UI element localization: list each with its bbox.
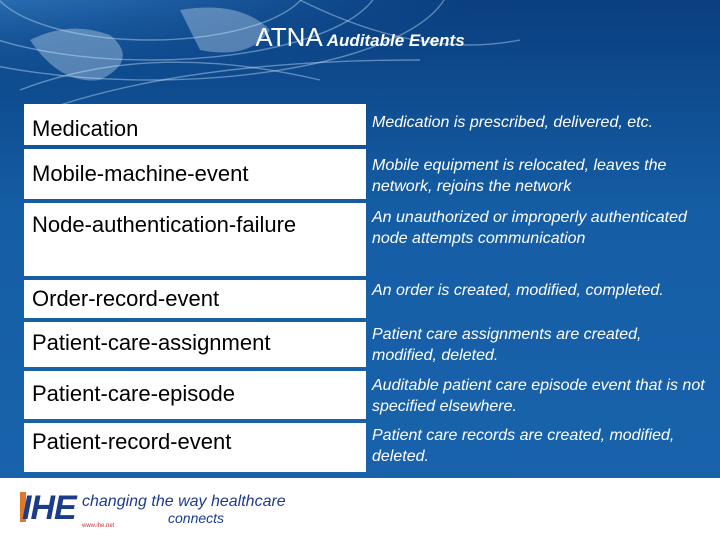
event-name-cell bbox=[24, 371, 366, 419]
table-row bbox=[24, 280, 708, 318]
title-sub: Auditable Events bbox=[326, 31, 465, 50]
event-name: Patient-record-event bbox=[32, 429, 232, 454]
logo-tagline-connects: connects bbox=[168, 510, 225, 526]
table-row bbox=[24, 104, 708, 145]
event-name: Patient-care-assignment bbox=[32, 330, 271, 355]
events-table bbox=[24, 104, 708, 472]
globe-graphic bbox=[0, 0, 720, 110]
event-name-cell bbox=[24, 280, 366, 318]
logo-tagline: changing the way healthcare bbox=[82, 493, 286, 510]
table-row bbox=[24, 371, 708, 419]
logo-url: www.ihe.net bbox=[82, 523, 115, 529]
table-row bbox=[24, 423, 708, 472]
event-description-cell bbox=[366, 203, 708, 276]
event-name-cell bbox=[24, 149, 366, 199]
event-description: Mobile equipment is relocated, leaves the network, rejoins the network bbox=[372, 157, 667, 195]
event-description-cell bbox=[366, 423, 708, 472]
event-name: Node-authentication-failure bbox=[32, 212, 297, 237]
event-description: Auditable patient care episode event that is not specified elsewhere. bbox=[372, 377, 705, 415]
event-name-cell bbox=[24, 104, 366, 145]
table-row bbox=[24, 149, 708, 199]
event-description-cell bbox=[366, 280, 708, 318]
event-description-cell bbox=[366, 104, 708, 145]
event-name-cell bbox=[24, 203, 366, 276]
event-description: An order is created, modified, completed. bbox=[372, 282, 664, 299]
event-name: Patient-care-episode bbox=[32, 381, 236, 406]
event-description: Medication is prescribed, delivered, etc. bbox=[372, 114, 654, 131]
ihe-logo: IHE bbox=[22, 489, 76, 527]
event-name: Order-record-event bbox=[32, 286, 220, 311]
event-name-cell bbox=[24, 423, 366, 472]
slide-title bbox=[0, 22, 720, 53]
event-name-cell bbox=[24, 322, 366, 367]
event-description-cell bbox=[366, 322, 708, 367]
event-name: Mobile-machine-event bbox=[32, 161, 249, 186]
event-name: Medication bbox=[32, 116, 139, 141]
footer-bar bbox=[0, 478, 720, 540]
event-description: An unauthorized or improperly authenticated node attempts communication bbox=[372, 209, 687, 247]
event-description-cell bbox=[366, 371, 708, 419]
event-description-cell bbox=[366, 149, 708, 199]
table-row bbox=[24, 203, 708, 276]
title-main: ATNA bbox=[255, 22, 323, 52]
table-row bbox=[24, 322, 708, 367]
event-description: Patient care assignments are created, modified, deleted. bbox=[372, 326, 642, 364]
event-description: Patient care records are created, modified, deleted. bbox=[372, 427, 675, 465]
